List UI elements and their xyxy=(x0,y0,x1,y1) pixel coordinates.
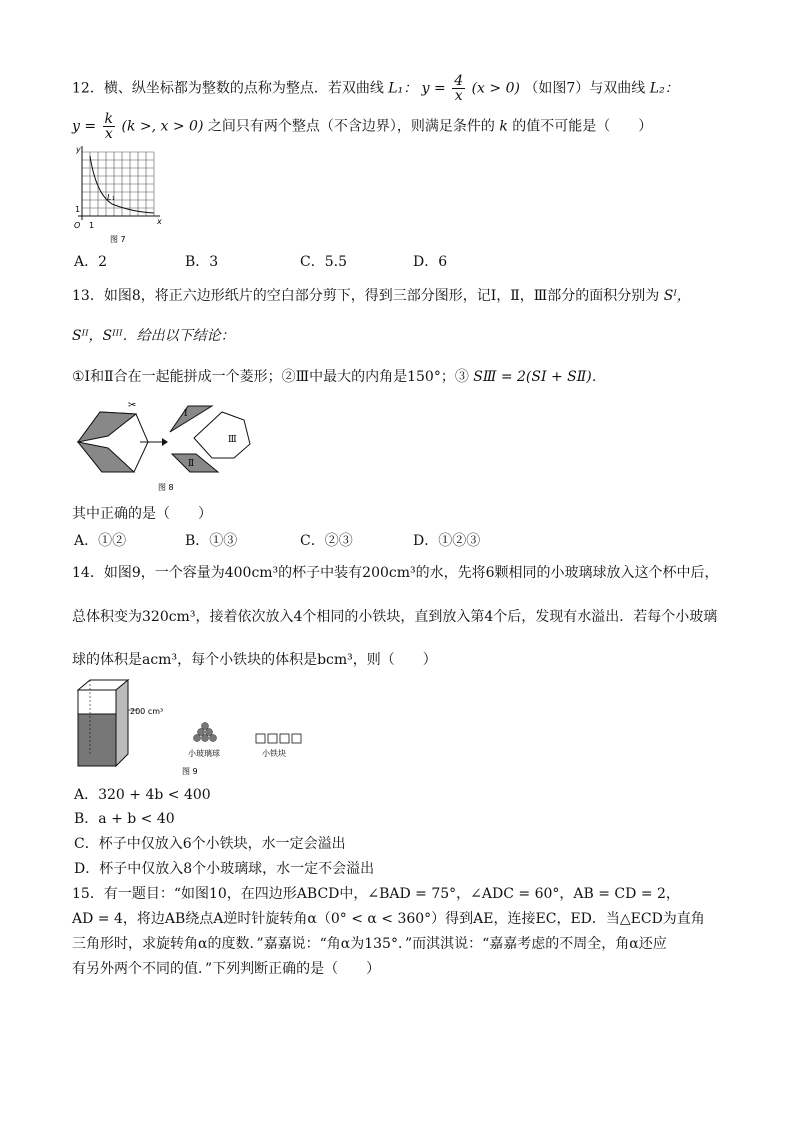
figure9-blocks-label: 小铁块 xyxy=(262,749,286,758)
figure7-L1-label: L₁ xyxy=(107,193,115,202)
q13-option-d[interactable]: D．①②③ xyxy=(413,533,481,549)
iron-block-icon xyxy=(268,734,277,743)
glass-ball-icon xyxy=(202,735,209,742)
q13-option-c[interactable]: C．②③ xyxy=(300,533,353,549)
q15-line1: 15．有一题目：“如图10，在四边形ABCD中，∠BAD = 75°，∠ADC = 60°，AB = CD = 2， xyxy=(72,886,680,902)
q14-option-d[interactable]: D．杯子中仅放入8个小玻璃球，水一定不会溢出 xyxy=(74,861,375,877)
glass-ball-icon xyxy=(202,723,209,730)
q13-S1: Sᴵ， xyxy=(663,288,691,304)
q14-option-c[interactable]: C．杯子中仅放入6个小铁块，水一定会溢出 xyxy=(74,836,346,852)
figure7-x1-label: 1 xyxy=(89,221,95,230)
q13-line1-text: 13．如图8，将正六边形纸片的空白部分剪下，得到三部分图形，记Ⅰ，Ⅱ，Ⅲ部分的面积分别为 xyxy=(72,288,660,304)
q15-line4: 有另外两个不同的值．”下列判断正确的是（ ） xyxy=(72,961,381,977)
q12-line1-text: 12．横、纵坐标都为整数的点称为整点．若双曲线 xyxy=(72,80,384,97)
q12-cond2: (k >, x > 0) xyxy=(121,118,204,135)
figure8-label-III: Ⅲ xyxy=(228,435,237,445)
q13-ask: 其中正确的是（ ） xyxy=(72,506,212,522)
q13-line1 xyxy=(72,286,691,306)
q13-figure-8 xyxy=(72,398,282,496)
q14-option-a[interactable]: A．320 + 4b < 400 xyxy=(74,787,211,803)
q12-frac2-num: k xyxy=(104,111,114,127)
arrow-right-icon xyxy=(162,438,168,446)
q13-option-a[interactable]: A．①② xyxy=(74,533,127,549)
iron-block-icon xyxy=(280,734,289,743)
q14-line2: 总体积变为320cm³，接着依次放入4个相同的小铁块，直到放入第4个后，发现有水溢出．若每个小玻璃 xyxy=(72,609,718,625)
q12-frac1-num: 4 xyxy=(454,73,464,89)
q12-line2-text-b: 之间只有两个整点（不含边界），则满足条件的 xyxy=(207,118,495,135)
q12-y-eq-2: y = xyxy=(72,118,97,135)
figure8-label-I: Ⅰ xyxy=(184,409,188,419)
figure9-caption: 图 9 xyxy=(182,767,198,776)
q13-line3 xyxy=(72,367,606,387)
q12-line1-text-b: （如图7）与双曲线 xyxy=(524,80,646,97)
q14-line1: 14．如图9，一个容量为400cm³的杯子中装有200cm³的水，先将6颗相同的小玻璃球放入这个杯中后， xyxy=(72,565,719,581)
q12-frac1-den: x xyxy=(454,88,463,104)
q12-cond1: (x > 0) xyxy=(471,80,520,97)
q14-figure-9 xyxy=(72,676,312,780)
figure9-balls-label: 小玻璃球 xyxy=(188,749,220,758)
figure9-cup-water xyxy=(78,714,116,766)
q12-L1: L₁： xyxy=(388,80,418,97)
q12-L2: L₂： xyxy=(649,80,679,97)
q13-line2: Sᴵᴵ，Sᴵᴵᴵ．给出以下结论： xyxy=(72,328,235,344)
figure7-origin-label: O xyxy=(74,221,81,230)
figure7-y1-label: 1 xyxy=(75,205,81,214)
q15-line3: 三角形时，求旋转角α的度数．”嘉嘉说：“角α为135°．”而淇淇说：“嘉嘉考虑的不周全，角α还应 xyxy=(72,936,667,952)
iron-block-icon xyxy=(292,734,301,743)
q12-frac2-den: x xyxy=(104,126,113,142)
q13-formula: SⅢ = 2(SⅠ + SⅡ)． xyxy=(473,369,606,385)
q15-line2: AD = 4，将边AB绕点A逆时针旋转角α（0° < α < 360°）得到AE，连接EC，ED．当△ECD为直角 xyxy=(72,911,705,927)
q12-fraction-4-over-x xyxy=(452,74,465,103)
q12-option-d[interactable]: D．6 xyxy=(413,254,448,270)
q12-k: k xyxy=(499,118,508,135)
glass-ball-icon xyxy=(210,735,217,742)
scissors-icon: ✂ xyxy=(128,400,137,411)
figure8-label-II: Ⅱ xyxy=(188,459,195,469)
q12-option-c[interactable]: C．5.5 xyxy=(300,254,347,270)
figure8-caption: 图 8 xyxy=(158,483,174,492)
figure7-caption: 图 7 xyxy=(110,235,126,244)
q12-option-b[interactable]: B．3 xyxy=(185,254,219,270)
iron-block-icon xyxy=(256,734,265,743)
glass-ball-icon xyxy=(206,729,213,736)
figure9-iron-blocks xyxy=(256,734,301,743)
q12-figure-7 xyxy=(72,146,172,246)
figure7-x-label: x xyxy=(157,217,162,226)
q12-line1 xyxy=(72,74,679,103)
figure7-y-label: y xyxy=(76,145,81,154)
figure9-volume-label: 200 cm³ xyxy=(130,707,164,716)
q13-option-b[interactable]: B．①③ xyxy=(185,533,238,549)
q12-line2-text-c: 的值不可能是（ ） xyxy=(512,118,653,135)
glass-ball-icon xyxy=(194,735,201,742)
q12-y-eq: y = xyxy=(421,80,446,97)
q12-option-a[interactable]: A．2 xyxy=(74,254,108,270)
q14-option-b[interactable]: B．a + b < 40 xyxy=(74,811,175,827)
q12-line2 xyxy=(72,112,652,141)
glass-ball-icon xyxy=(198,729,205,736)
figure9-cup-side xyxy=(116,680,128,766)
q14-line3: 球的体积是acm³，每个小铁块的体积是bcm³，则（ ） xyxy=(72,652,437,668)
figure8-piece-III xyxy=(194,412,250,458)
q12-fraction-k-over-x xyxy=(103,112,115,141)
q13-line3-text: ①Ⅰ和Ⅱ合在一起能拼成一个菱形；②Ⅲ中最大的内角是150°；③ xyxy=(72,369,469,385)
